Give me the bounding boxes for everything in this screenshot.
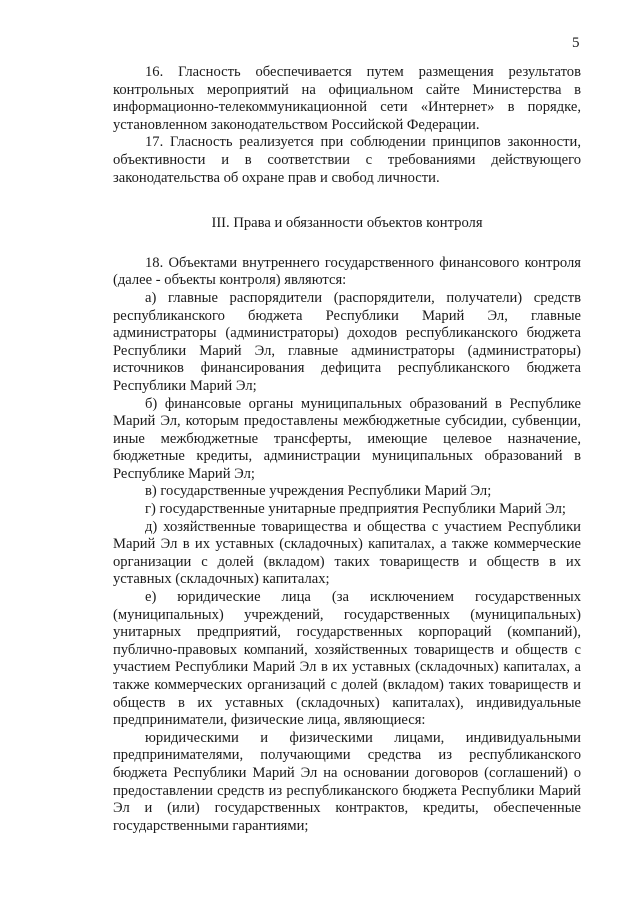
list-item-d: д) хозяйственные товарищества и общества с участием Республики Марий Эл в их уставных (складочных) капиталах, а также коммерческие организации с долей (вкладом) таких товариществ и обществ в их уставных (складочных) капиталах; (113, 518, 581, 588)
page-number: 5 (572, 35, 580, 51)
paragraph-18: 18. Объектами внутреннего государственного финансового контроля (далее - объекты контроля) являются: (113, 254, 581, 289)
list-item-e: е) юридические лица (за исключением государственных (муниципальных) учреждений, государственных (муниципальных) унитарных предприятий, государственных корпораций (компаний), публично-правовых компаний, хозяйственных товариществ и обществ с участием Республики Марий Эл в их уставных (складочных) капиталах, а также коммерческих организаций с долей (вкладом) таких товариществ и обществ в их уставных (складочных) капиталах), индивидуальные предприниматели, физические лица, являющиеся: (113, 589, 581, 729)
list-item-b: б) финансовые органы муниципальных образований в Республике Марий Эл, которым предоставлены межбюджетные субсидии, субвенции, иные межбюджетные трансферты, имеющие целевое назначение, бюджетные кредиты, администрации муниципальных образований в Республике Марий Эл; (113, 395, 581, 482)
list-item-e-subitem: юридическими и физическими лицами, индивидуальными предпринимателями, получающими средства из республиканского бюджета Республики Марий Эл на основании договоров (соглашений) о предоставлении средств из республиканского бюджета Республики Марий Эл и (или) государственных контрактов, кредиты, обеспеченные государственными гарантиями; (113, 729, 581, 834)
list-item-a: а) главные распорядители (распорядители, получатели) средств республиканского бюджета Республики Марий Эл, главные администраторы (администраторы) доходов республиканского бюджета Республики Марий Эл, главные администраторы (администраторы) источников финансирования дефицита республиканского бюджета Республики Марий Эл; (113, 289, 581, 394)
list-item-v: в) государственные учреждения Республики Марий Эл; (145, 483, 492, 500)
document-body (113, 64, 581, 835)
list-item-g: г) государственные унитарные предприятия Республики Марий Эл; (145, 501, 566, 518)
paragraph-16: 16. Гласность обеспечивается путем размещения результатов контрольных мероприятий на официальном сайте Министерства в информационно-телекоммуникационной сети «Интернет» в порядке, установленном законодательством Российской Федерации. (113, 64, 581, 133)
section-heading: III. Права и обязанности объектов контроля (211, 215, 483, 232)
paragraph-17: 17. Гласность реализуется при соблюдении принципов законности, объективности и в соответствии с требованиями действующего законодательства об охране прав и свобод личности. (113, 134, 581, 186)
